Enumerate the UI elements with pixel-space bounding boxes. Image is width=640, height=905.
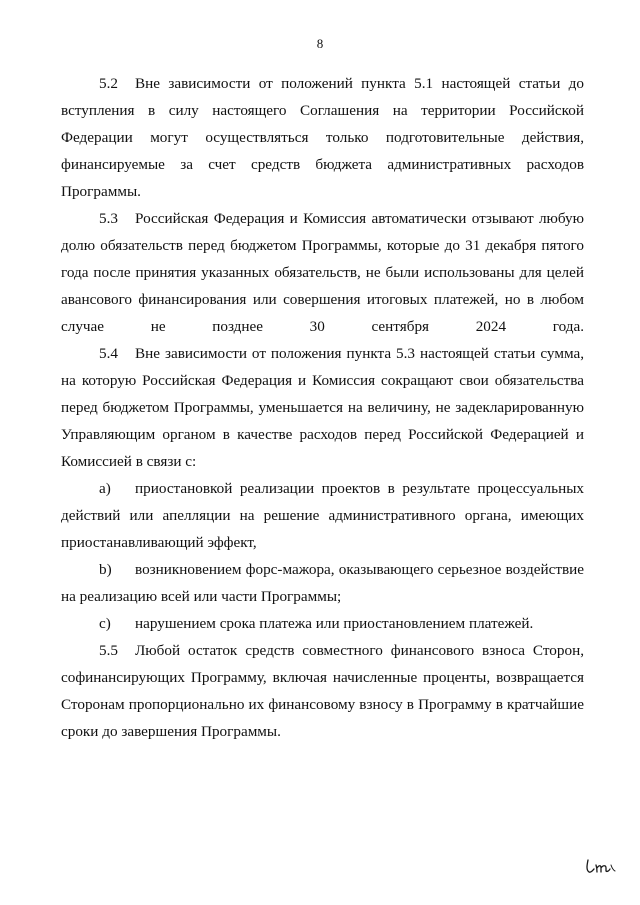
paragraph-number: 5.4 xyxy=(99,345,118,362)
paragraph-number: 5.5 xyxy=(99,642,118,659)
paragraph-5-5 xyxy=(61,637,584,745)
document-body xyxy=(61,70,584,745)
list-item-marker: c) xyxy=(99,615,111,632)
list-item-c xyxy=(61,610,584,637)
paragraph-text: Вне зависимости от положения пункта 5.3 настоящей статьи сумма, на которую Российская Федерация и Комиссия сокращают свои обязательства перед бюджетом Программы, уменьшается на величину, не задекларированную Управляющим органом в качестве расходов перед Российской Федерацией и Комиссией в связи с: xyxy=(61,345,584,470)
paragraph-text: Любой остаток средств совместного финансового взноса Сторон, софинансирующих Программу, включая начисленные проценты, возвращается Сторонам пропорционально их финансовому взносу в Программу в кратчайшие сроки до завершения Программы. xyxy=(61,642,584,740)
handwritten-signature xyxy=(584,856,618,876)
list-item-text: возникновением форс-мажора, оказывающего серьезное воздействие на реализацию всей или части Программы; xyxy=(61,561,584,605)
paragraph-text: Российская Федерация и Комиссия автоматически отзывают любую долю обязательств перед бюджетом Программы, которые до 31 декабря пятого года после принятия указанных обязательств, не были использованы для целей авансового финансирования или совершения итоговых платежей, но в любом случае не позднее 30 сентября 2024 года. xyxy=(61,210,584,335)
list-item-marker: a) xyxy=(99,480,111,497)
list-item-b xyxy=(61,556,584,610)
paragraph-5-4 xyxy=(61,340,584,475)
paragraph-5-3 xyxy=(61,205,584,340)
paragraph-text: Вне зависимости от положений пункта 5.1 настоящей статьи до вступления в силу настоящего Соглашения на территории Российской Федерации могут осуществляться только подготовительные действия, финансируемые за счет средств бюджета административных расходов Программы. xyxy=(61,75,584,200)
list-item-a xyxy=(61,475,584,556)
paragraph-number: 5.2 xyxy=(99,75,118,92)
list-item-text: приостановкой реализации проектов в результате процессуальных действий или апелляции на решение административного органа, имеющих приостанавливающий эффект, xyxy=(61,480,584,551)
page-number: 8 xyxy=(316,36,324,51)
list-item-marker: b) xyxy=(99,561,112,578)
paragraph-5-2 xyxy=(61,70,584,205)
list-item-text: нарушением срока платежа или приостановлением платежей. xyxy=(135,615,534,632)
paragraph-number: 5.3 xyxy=(99,210,118,227)
